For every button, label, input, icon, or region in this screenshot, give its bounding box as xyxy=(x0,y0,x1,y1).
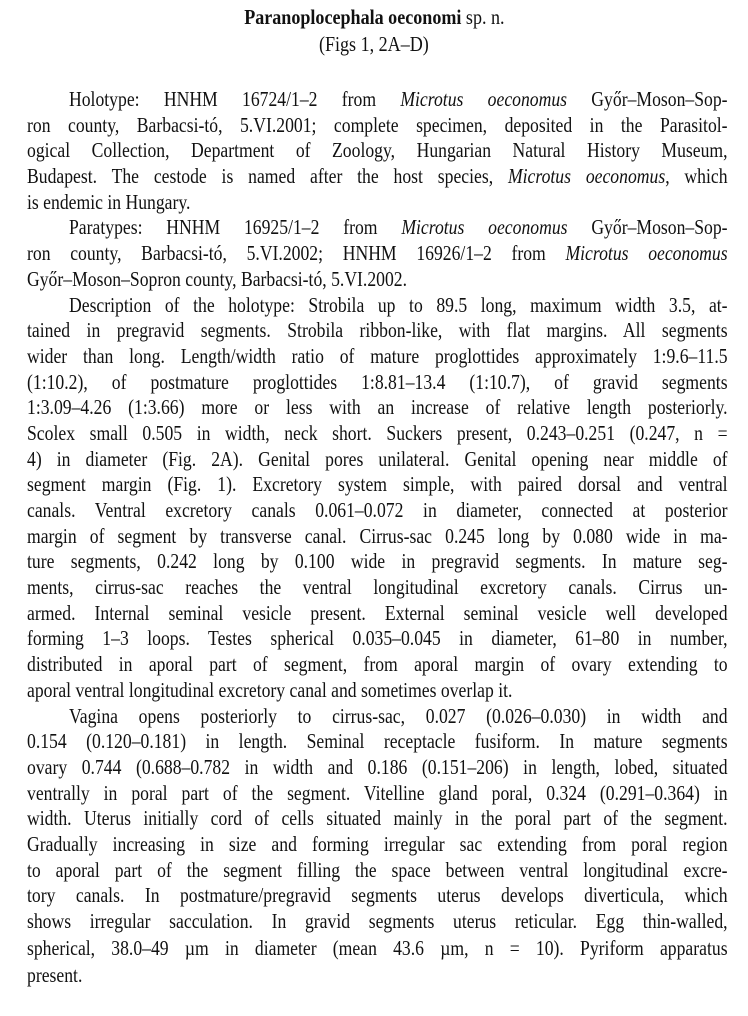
text-line xyxy=(27,883,728,909)
text-segment: Budapest. The cestode is named after the host species, xyxy=(27,164,508,189)
text-segment: aporal ventral longitudinal excretory canal and sometimes overlap it. xyxy=(27,677,513,702)
text-line-content xyxy=(27,832,728,858)
text-line xyxy=(27,755,728,781)
text-line xyxy=(27,962,728,990)
description-body xyxy=(27,87,728,990)
text-segment: ture segments, 0.242 long by 0.100 wide in pregravid segments. In mature seg- xyxy=(27,549,728,574)
text-line-content xyxy=(27,626,728,652)
text-line xyxy=(27,267,728,293)
text-line-content xyxy=(27,421,728,447)
text-line-content xyxy=(27,601,728,627)
species-suffix: sp. n. xyxy=(461,5,505,29)
text-line-content xyxy=(27,164,728,190)
text-line-content xyxy=(27,652,728,678)
text-line-content xyxy=(27,498,728,524)
text-segment: ovary 0.744 (0.688–0.782 in width and 0.186 (0.151–206) in length, lobed, situated xyxy=(27,754,728,779)
text-segment: ventrally in poral part of the segment. Vitelline gland poral, 0.324 (0.291–0.364) in xyxy=(27,780,728,805)
text-segment: Gradually increasing in size and forming irregular sac extending from poral region xyxy=(27,831,728,856)
text-segment: ron county, Barbacsi-tó, 5.VI.2002; HNHM 16926/1–2 from xyxy=(27,241,566,266)
text-segment: 1:3.09–4.26 (1:3.66) more or less with an increase of relative length posteriorly. xyxy=(27,395,728,420)
text-line xyxy=(27,909,728,935)
text-line-content xyxy=(27,806,728,832)
text-segment: 0.154 (0.120–0.181) in length. Seminal receptacle fusiform. In mature segments xyxy=(27,729,728,754)
text-segment: Holotype: HNHM 16724/1–2 from xyxy=(69,87,401,111)
text-line-content xyxy=(27,87,728,113)
text-line xyxy=(27,729,728,755)
text-line xyxy=(27,87,728,113)
text-line-content xyxy=(27,575,728,601)
text-line-content xyxy=(27,447,728,473)
vagina-paragraph xyxy=(27,704,728,990)
text-line xyxy=(27,472,728,498)
text-line-content xyxy=(27,113,728,139)
text-line xyxy=(27,344,728,370)
text-line xyxy=(27,498,728,524)
species-title xyxy=(0,4,748,30)
text-segment: present. xyxy=(27,963,83,988)
text-line xyxy=(27,421,728,447)
text-line xyxy=(27,858,728,884)
text-line-content xyxy=(27,267,728,293)
text-segment: Vagina opens posteriorly to cirrus-sac, 0.027 (0.026–0.030) in width and xyxy=(69,703,728,728)
text-line xyxy=(27,447,728,473)
text-line-content xyxy=(27,549,728,575)
text-segment: 4) in diameter (Fig. 2A). Genital pores unilateral. Genital opening near middle of xyxy=(27,446,728,471)
text-line-content xyxy=(27,293,728,319)
text-segment: Paratypes: HNHM 16925/1–2 from xyxy=(69,215,402,240)
text-line xyxy=(27,626,728,652)
text-segment: ogical Collection, Department of Zoology, Hungarian Natural History Museum, xyxy=(27,138,728,163)
text-segment: width. Uterus initially cord of cells situated mainly in the poral part of the segment. xyxy=(27,806,728,831)
text-line xyxy=(27,241,728,267)
text-line-content xyxy=(27,138,728,164)
text-line-content xyxy=(27,395,728,421)
taxon-name: Microtus oeconomus xyxy=(401,215,568,240)
text-segment: Scolex small 0.505 in width, neck short. Suckers present, 0.243–0.251 (0.247, n = xyxy=(27,420,728,445)
text-line xyxy=(27,164,728,190)
text-line-content xyxy=(27,678,728,704)
species-name: Paranoplocephala oeconomi xyxy=(243,5,462,29)
text-segment: tory canals. In postmature/pregravid segments uterus develops diverticula, which xyxy=(27,883,728,908)
text-segment: distributed in aporal part of segment, from aporal margin of ovary extending to xyxy=(27,652,728,677)
text-line xyxy=(27,190,728,216)
text-line xyxy=(27,935,728,963)
text-line-content xyxy=(27,962,728,990)
holotype-paragraph xyxy=(27,87,728,215)
text-line xyxy=(27,524,728,550)
text-line-content xyxy=(27,935,728,963)
text-line xyxy=(27,215,728,241)
text-line-content xyxy=(27,909,728,935)
description-paragraph xyxy=(27,293,728,704)
text-segment: Description of the holotype: Strobila up to 89.5 long, maximum width 3.5, at- xyxy=(69,292,728,317)
text-line xyxy=(27,678,728,704)
text-segment: shows irregular sacculation. In gravid segments uterus reticular. Egg thin-walled, xyxy=(27,909,728,933)
text-line-content xyxy=(27,729,728,755)
text-line-content xyxy=(27,781,728,807)
text-segment: segment margin (Fig. 1). Excretory system simple, with paired dorsal and ventral xyxy=(27,472,728,497)
text-line xyxy=(27,395,728,421)
text-segment: forming 1–3 loops. Testes spherical 0.035–0.045 in diameter, 61–80 in number, xyxy=(27,626,728,651)
text-line xyxy=(27,806,728,832)
text-line-content xyxy=(27,858,728,884)
text-line xyxy=(27,601,728,627)
paratypes-paragraph xyxy=(27,215,728,292)
text-line-content xyxy=(27,704,728,730)
text-line-content xyxy=(27,755,728,781)
taxon-name: Microtus oeconomus xyxy=(565,241,728,266)
figure-reference-text: (Figs 1, 2A–D) xyxy=(319,32,429,56)
text-line-content xyxy=(27,370,728,396)
taxon-name: Microtus oeconomus xyxy=(507,164,666,189)
text-line-content xyxy=(27,190,728,216)
text-line xyxy=(27,138,728,164)
text-line xyxy=(27,293,728,319)
text-segment: canals. Ventral excretory canals 0.061–0.072 in diameter, connected at posterior xyxy=(27,498,728,522)
text-segment: tained in pregravid segments. Strobila ribbon-like, with flat margins. All segments xyxy=(27,318,728,343)
text-segment: (1:10.2), of postmature proglottides 1:8.81–13.4 (1:10.7), of gravid segments xyxy=(27,369,728,394)
text-segment: margin of segment by transverse canal. Cirrus-sac 0.245 long by 0.080 wide in ma- xyxy=(27,523,728,548)
text-line xyxy=(27,704,728,730)
text-line xyxy=(27,318,728,344)
text-segment: is endemic in Hungary. xyxy=(27,189,191,214)
text-line xyxy=(27,575,728,601)
text-line xyxy=(27,549,728,575)
text-line xyxy=(27,652,728,678)
text-line xyxy=(27,113,728,139)
text-line-content xyxy=(27,344,728,370)
text-line xyxy=(27,370,728,396)
text-segment: ments, cirrus-sac reaches the ventral longitudinal excretory canals. Cirrus un- xyxy=(27,575,728,600)
text-segment: Győr–Moson–Sop- xyxy=(567,215,728,240)
text-line xyxy=(27,832,728,858)
figure-reference xyxy=(0,31,748,57)
text-segment: ron county, Barbacsi-tó, 5.VI.2001; complete specimen, deposited in the Parasitol- xyxy=(27,112,728,137)
text-line-content xyxy=(27,318,728,344)
text-segment: Győr–Moson–Sopron county, Barbacsi-tó, 5.VI.2002. xyxy=(27,266,408,291)
text-segment: wider than long. Length/width ratio of mature proglottides approximately 1:9.6–11.5 xyxy=(27,343,728,368)
text-line-content xyxy=(27,241,728,267)
text-line-content xyxy=(27,472,728,498)
text-line xyxy=(27,781,728,807)
text-segment: armed. Internal seminal vesicle present. External seminal vesicle well developed xyxy=(27,600,728,625)
text-segment: , which xyxy=(665,164,728,189)
taxon-name: Microtus oeconomus xyxy=(400,87,568,111)
text-segment: to aporal part of the segment filling the space between ventral longitudinal excre- xyxy=(27,857,728,882)
text-segment: Győr–Moson–Sop- xyxy=(567,87,728,111)
text-line-content xyxy=(27,883,728,909)
text-line-content xyxy=(27,524,728,550)
text-segment: spherical, 38.0–49 µm in diameter (mean 43.6 µm, n = 10). Pyriform apparatus xyxy=(27,935,728,960)
text-line-content xyxy=(27,215,728,241)
